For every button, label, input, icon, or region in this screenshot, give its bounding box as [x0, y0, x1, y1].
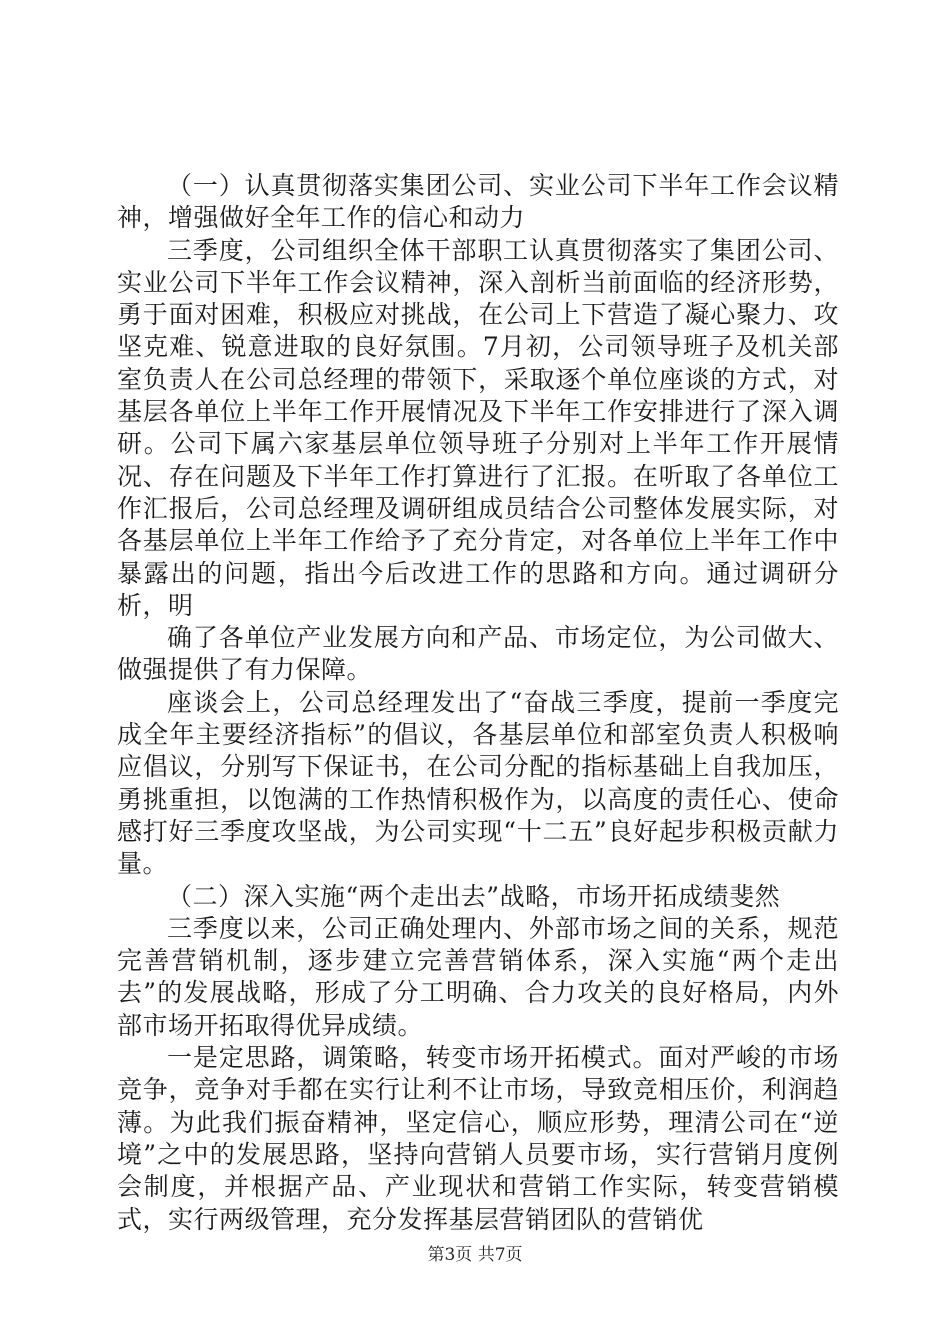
section-heading-2: （二）深入实施“两个走出去”战略，市场开拓成绩斐然 — [167, 881, 781, 911]
body-paragraph-4: 三季度以来，公司正确处理内、外部市场之间的关系，规范完善营销机制，逐步建立完善营销体系，深入实施“两个走出去”的发展战略，形成了分工明确、合力攻关的良好格局，内外部市场开拓取得优异成绩。 — [117, 913, 839, 1040]
body-paragraph-3: 座谈会上，公司总经理发出了“奋战三季度，提前一季度完成全年主要经济指标”的倡议，各基层单位和部室负责人积极响应倡议，分别写下保证书，在公司分配的指标基础上自我加压，勇挑重担，以饱满的工作热情积极作为，以高度的责任心、使命感打好三季度攻坚战，为公司实现“十二五”良好起步积极贡献力量。 — [117, 687, 839, 879]
section-heading-1: （一）认真贯彻落实集团公司、实业公司下半年工作会议精神，增强做好全年工作的信心和动力 — [117, 171, 839, 233]
page-number-footer: 第3页 共7页 — [427, 1245, 523, 1265]
document-body — [117, 170, 839, 1236]
body-paragraph-5: 一是定思路，调策略，转变市场开拓模式。面对严峻的市场竞争，竞争对手都在实行让利不让市场，导致竞相压价，利润趋薄。为此我们振奋精神，坚定信心，顺应形势，理清公司在“逆境”之中的发展思路，坚持向营销人员要市场，实行营销月度例会制度，并根据产品、产业现状和营销工作实际，转变营销模式，实行两级管理，充分发挥基层营销团队的营销优 — [117, 1043, 839, 1234]
body-paragraph-2: 确了各单位产业发展方向和产品、市场定位，为公司做大、做强提供了有力保障。 — [117, 623, 839, 685]
body-paragraph-1: 三季度，公司组织全体干部职工认真贯彻落实了集团公司、实业公司下半年工作会议精神，深入剖析当前面临的经济形势，勇于面对困难，积极应对挑战，在公司上下营造了凝心聚力、攻坚克难、锐意进取的良好氛围。7月初，公司领导班子及机关部室负责人在公司总经理的带领下，采取逐个单位座谈的方式，对基层各单位上半年工作开展情况及下半年工作安排进行了深入调研。公司下属六家基层单位领导班子分别对上半年工作开展情况、存在问题及下半年工作打算进行了汇报。在听取了各单位工作汇报后，公司总经理及调研组成员结合公司整体发展实际，对各基层单位上半年工作给予了充分肯定，对各单位上半年工作中暴露出的问题，指出今后改进工作的思路和方向。通过调研分析，明 — [117, 235, 839, 620]
